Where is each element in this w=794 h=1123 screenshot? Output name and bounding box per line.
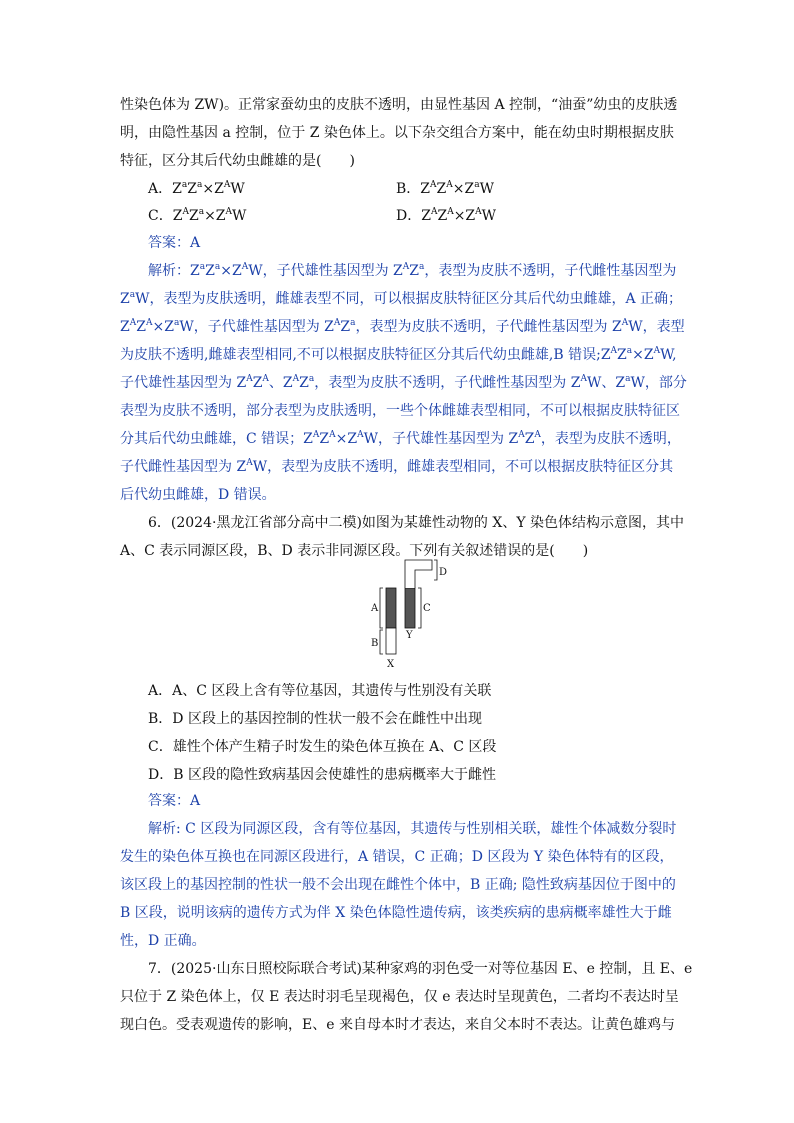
q5-analysis-line-9: 后代幼虫雌雄，D 错误。: [120, 487, 276, 503]
q5-analysis-line-5: 子代雄性基因型为 $Z^AZ^A$、$Z^AZ^a$，表型为皮肤不透明，子代雌性基因型为 $Z^AW$、$Z^aW$，部分: [120, 374, 687, 391]
q5-answer: 答案：A: [148, 235, 201, 251]
bracket-d: [434, 560, 437, 580]
q5-stem-line-2: 明，由隐性基因 a 控制，位于 Z 染色体上。以下杂交组合方案中，能在幼虫时期根据皮肤: [120, 125, 674, 141]
bracket-c: [418, 588, 421, 628]
q5-analysis-line-7: 分其后代幼虫雌雄，C 错误；$Z^AZ^A\times Z^AW$，子代雄性基因型为 $Z^AZ^A$，表型为皮肤不透明，: [120, 430, 681, 447]
q6-stem-line-1: 6．(2024·黑龙江省部分高中二模)如图为某雄性动物的 X、Y 染色体结构示意图，其中: [148, 515, 685, 531]
q6-option-b: B．D 区段上的基因控制的性状一般不会在雌性中出现: [148, 711, 482, 727]
q5-option-a: A．$Z^aZ^a\times Z^AW$: [148, 180, 245, 197]
q6-option-d: D．B 区段的隐性致病基因会使雄性的患病概率大于雌性: [148, 767, 496, 783]
bracket-b: [380, 630, 383, 654]
xy-chromosome-diagram: [362, 556, 462, 672]
q6-answer: 答案：A: [148, 793, 201, 809]
q5-analysis-line-2: $Z^aW$，表型为皮肤透明，雌雄表型不同，可以根据皮肤特征区分其后代幼虫雌雄，A 正确；: [120, 290, 683, 307]
q5-analysis-line-1: 解析：$Z^aZ^a\times Z^AW$，子代雄性基因型为 $Z^AZ^a$，表型为皮肤不透明，子代雌性基因型为: [148, 262, 677, 279]
q6-stem-line-2: A、C 表示同源区段，B、D 表示非同源区段。下列有关叙述错误的是( ): [120, 543, 589, 559]
bracket-a: [380, 588, 383, 628]
label-x: X: [387, 659, 395, 670]
q5-analysis-line-8: 子代雌性基因型为 $Z^AW$，表型为皮肤不透明，雌雄表型相同，不可以根据皮肤特征区分其: [120, 458, 674, 475]
x-homologous-segment-a: [386, 588, 396, 628]
label-b: B: [371, 638, 379, 649]
q6-analysis-line-2: 发生的染色体互换也在同源区段进行，A 错误，C 正确；D 区段为 Y 染色体特有的区段，: [120, 849, 674, 865]
q6-option-c: C．雄性个体产生精子时发生的染色体互换在 A、C 区段: [148, 739, 497, 755]
label-a: A: [371, 603, 379, 614]
q6-option-a: A．A、C 区段上含有等位基因，其遗传与性别没有关联: [148, 683, 492, 699]
q5-option-b: B．$Z^AZ^A\times Z^aW$: [396, 180, 494, 197]
q5-analysis-line-4: 为皮肤不透明,雌雄表型相同,不可以根据皮肤特征区分其后代幼虫雌雄,B 错误$;Z^AZ^a\times Z^AW$,: [120, 346, 677, 363]
q6-analysis-line-5: 性，D 正确。: [120, 933, 206, 949]
y-nonhomologous-segment-d: [405, 560, 432, 588]
label-c: C: [423, 603, 431, 614]
q6-analysis-line-1: 解析: C 区段为同源区段，含有等位基因，其遗传与性别相关联，雄性个体减数分裂时: [148, 821, 677, 837]
q7-stem-line-1: 7．(2025·山东日照校际联合考试)某种家鸡的羽色受一对等位基因 E、e 控制，且 E、e: [148, 961, 693, 977]
label-d: D: [439, 567, 448, 578]
q5-analysis-line-6: 表型为皮肤不透明，部分表型为皮肤透明，一些个体雌雄表型相同，不可以根据皮肤特征区: [120, 403, 680, 419]
q5-option-c: C．$Z^AZ^a\times Z^AW$: [148, 207, 247, 224]
q6-analysis-line-4: B 区段，说明该病的遗传方式为伴 X 染色体隐性遗传病，该类疾病的患病概率雄性大于雌: [120, 905, 672, 921]
label-y: Y: [406, 630, 413, 641]
q5-stem-line-3: 特征，区分其后代幼虫雌雄的是( ): [120, 153, 355, 169]
x-nonhomologous-segment-b: [386, 628, 396, 654]
q6-analysis-line-3: 该区段上的基因控制的性状一般不会出现在雌性个体中，B 正确; 隐性致病基因位于图中的: [120, 877, 676, 893]
q7-stem-line-3: 现白色。受表观遗传的影响，E、e 来自母本时才表达，来自父本时不表达。让黄色雄鸡与: [120, 1017, 675, 1033]
q7-stem-line-2: 只位于 Z 染色体上，仅 E 表达时羽毛呈现褐色，仅 e 表达时呈现黄色，二者均不表达时呈: [120, 989, 679, 1005]
q5-option-d: D．$Z^AZ^A\times Z^AW$: [396, 207, 497, 224]
y-homologous-segment-c: [405, 588, 415, 628]
q5-analysis-line-3: $Z^AZ^A\times Z^aW$，子代雄性基因型为 $Z^AZ^a$，表型为皮肤不透明，子代雌性基因型为 $Z^AW$，表型: [120, 318, 685, 335]
q5-stem-line-1: 性染色体为 ZW)。正常家蚕幼虫的皮肤不透明，由显性基因 A 控制，“油蚕”幼虫的皮肤透: [120, 97, 678, 113]
